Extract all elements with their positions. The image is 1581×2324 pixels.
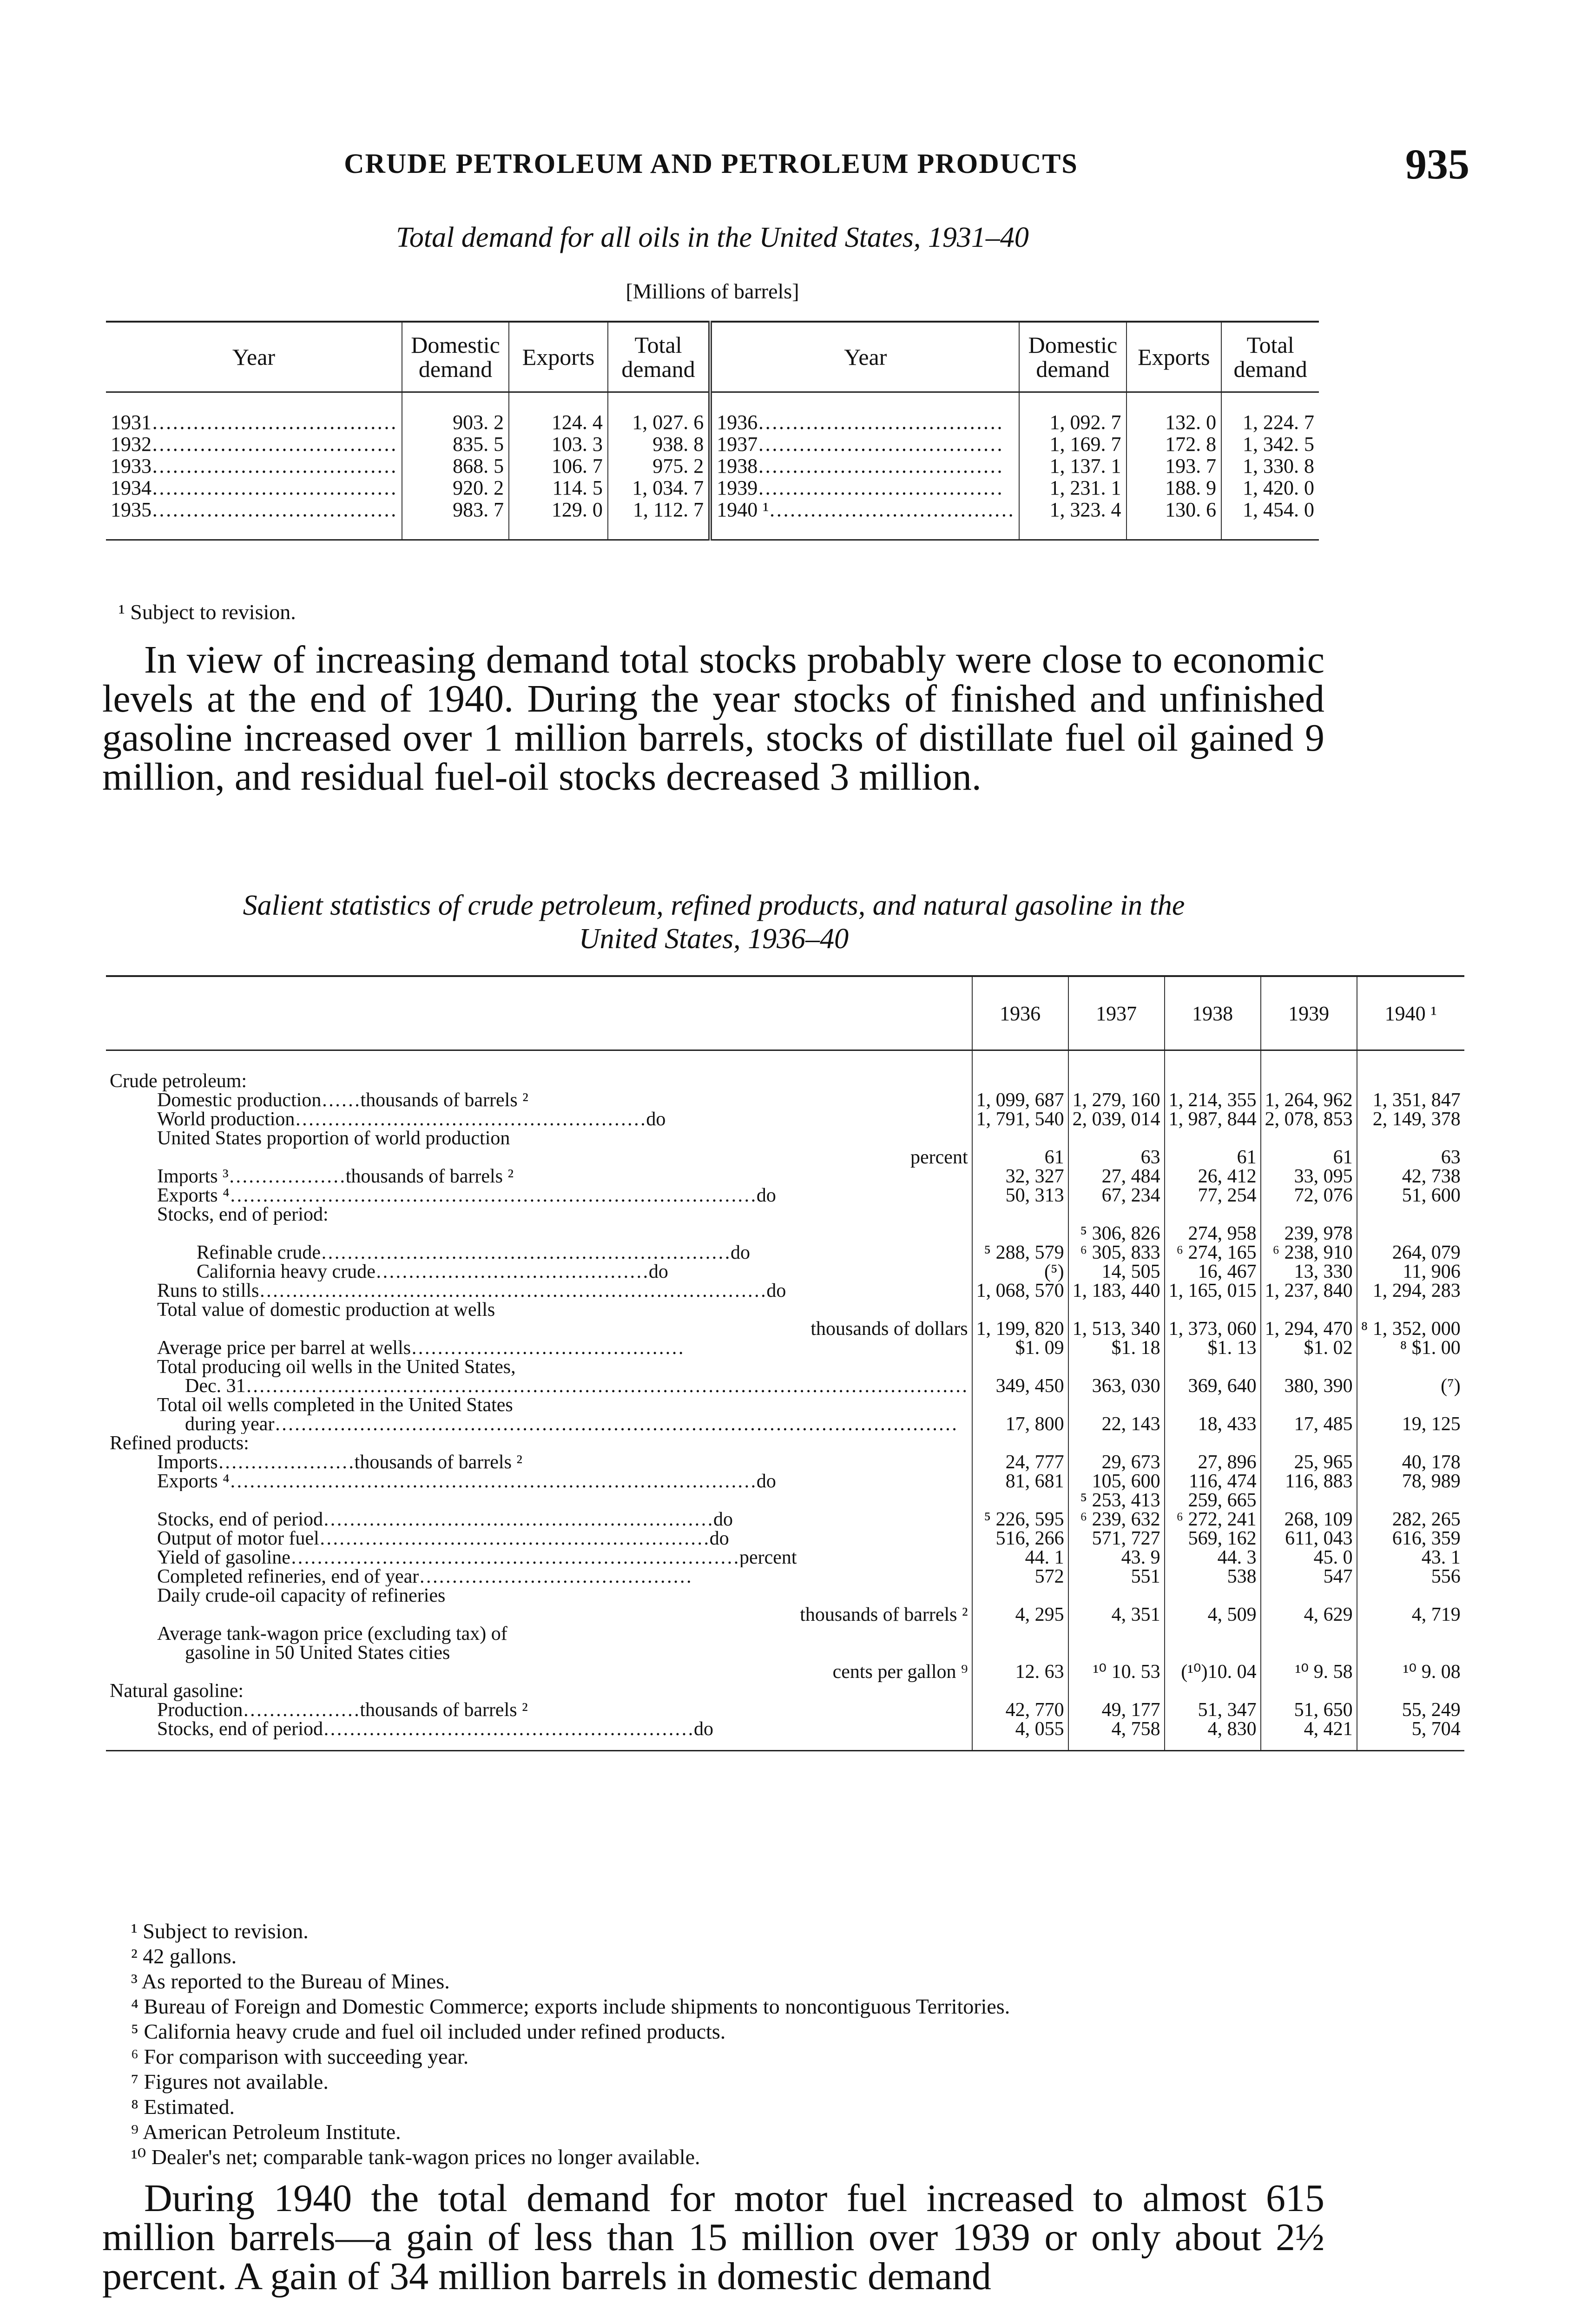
col-year: Year xyxy=(106,322,402,392)
value-cell: 1, 294, 283 xyxy=(1357,1281,1464,1301)
value-cell: 1, 169. 7 xyxy=(1019,433,1126,455)
value-cell: 1, 112. 7 xyxy=(608,499,710,540)
value-cell: $1. 13 xyxy=(1165,1339,1261,1358)
value-cell: 1, 330. 8 xyxy=(1221,455,1319,477)
col-year-2: Year xyxy=(710,322,1019,392)
row-label: California heavy crude……………………………………do xyxy=(197,1262,668,1281)
table-row xyxy=(106,1262,1464,1281)
value-cell: 72, 076 xyxy=(1261,1186,1357,1205)
row-label: Domestic production……thousands of barrels ² xyxy=(157,1091,528,1110)
row-label: Exports ⁴………………………………………………………………………do xyxy=(157,1472,776,1491)
paragraph: During 1940 the total demand for motor fuel increased to almost 615 million barrels—a gain of less than 15 million over 1939 or only about 2½ percent. A gain of 34 million barrels in domestic demand xyxy=(102,2177,1324,2298)
table-row xyxy=(106,392,1319,434)
value-cell: 129. 0 xyxy=(509,499,608,540)
value-cell: 124. 4 xyxy=(509,392,608,434)
value-cell: 17, 800 xyxy=(972,1396,1068,1434)
year-cell: 1940 ¹……………………………… xyxy=(710,499,1019,540)
caption-line: United States, 1936–40 xyxy=(579,923,849,955)
value-cell: 61 xyxy=(972,1129,1068,1167)
table-row xyxy=(106,1339,1464,1358)
year-cell: 1934……………………………… xyxy=(111,477,397,499)
footnote: ⁴ Bureau of Foreign and Domestic Commerce; exports include shipments to noncontiguous Territories. xyxy=(131,1994,1010,2018)
value-cell: 1, 513, 340 xyxy=(1068,1301,1165,1339)
table-row xyxy=(106,1091,1464,1110)
running-title: CRUDE PETROLEUM AND PETROLEUM PRODUCTS xyxy=(344,148,1078,179)
value-cell: 19, 125 xyxy=(1357,1396,1464,1434)
value-cell: 616, 359 xyxy=(1357,1529,1464,1548)
value-cell: 13, 330 xyxy=(1261,1262,1357,1281)
value-cell: $1. 02 xyxy=(1261,1339,1357,1358)
section-label: Refined products: xyxy=(110,1433,249,1454)
value-cell: 4, 719 xyxy=(1357,1586,1464,1624)
table-row xyxy=(106,1701,1464,1720)
demand-table-units: [Millions of barrels] xyxy=(626,279,799,303)
value-cell: 106. 7 xyxy=(509,455,608,477)
row-label: Stocks, end of period: xyxy=(157,1204,329,1225)
value-cell: 42, 770 xyxy=(972,1701,1068,1720)
value-cell: 2, 149, 378 xyxy=(1357,1110,1464,1129)
value-cell: 55, 249 xyxy=(1357,1701,1464,1720)
section-row xyxy=(106,1434,1464,1453)
stub-header xyxy=(106,976,972,1050)
value-cell: 1, 351, 847 xyxy=(1357,1091,1464,1110)
year-cell: 1932……………………………… xyxy=(111,433,397,455)
value-cell: 172. 8 xyxy=(1126,433,1222,455)
paragraph: In view of increasing demand total stocks probably were close to economic levels at the end of 1940. During the year stocks of finished and unfinished gasoline increased over 1 million barrels, stocks of distillate fuel oil gained 9 million, and residual fuel-oil stocks decreased 3 million. xyxy=(102,638,1324,799)
value-cell: 274, 958 ⁶ 274, 165 xyxy=(1165,1224,1261,1262)
value-cell: ⁸ 1, 352, 000 xyxy=(1357,1301,1464,1339)
value-cell: 1, 237, 840 xyxy=(1261,1281,1357,1301)
row-label: Daily crude-oil capacity of refineries thousands of barrels ² xyxy=(157,1585,968,1625)
table-row xyxy=(106,1205,1464,1224)
value-cell: 1, 214, 355 xyxy=(1165,1091,1261,1110)
year-cell: 1939……………………………… xyxy=(710,477,1019,499)
value-cell: 103. 3 xyxy=(509,433,608,455)
value-cell: 1, 342. 5 xyxy=(1221,433,1319,455)
value-cell: $1. 09 xyxy=(972,1339,1068,1358)
value-cell: 78, 989 xyxy=(1357,1472,1464,1491)
row-label: Stocks, end of period…………………………………………………do xyxy=(106,1720,972,1751)
value-cell: $1. 18 xyxy=(1068,1339,1165,1358)
row-label: Total value of domestic production at wells thousands of dollars xyxy=(157,1299,968,1340)
col-exports: Exports xyxy=(509,322,608,392)
value-cell: 14, 505 xyxy=(1068,1262,1165,1281)
value-cell: 105, 600 xyxy=(1068,1472,1165,1491)
value-cell: 4, 629 xyxy=(1261,1586,1357,1624)
value-cell: 77, 254 xyxy=(1165,1186,1261,1205)
footnote: ¹ Subject to revision. xyxy=(131,1919,309,1943)
value-cell: 44. 3 xyxy=(1165,1548,1261,1567)
value-cell: 1, 224. 7 xyxy=(1221,392,1319,434)
value-cell: 1, 987, 844 xyxy=(1165,1110,1261,1129)
value-cell: 4, 509 xyxy=(1165,1586,1261,1624)
value-cell: 45. 0 xyxy=(1261,1548,1357,1567)
table-row xyxy=(106,1186,1464,1205)
demand-table-footnote: ¹ Subject to revision. xyxy=(119,600,296,624)
table-row xyxy=(106,1624,1464,1682)
value-cell: 44. 1 xyxy=(972,1548,1068,1567)
row-label: Average tank-wagon price (excluding tax) of gasoline in 50 United States cities cents per gallon ⁹ xyxy=(157,1623,968,1683)
year-cell: 1935……………………………… xyxy=(106,499,402,540)
value-cell: 4, 055 xyxy=(972,1720,1068,1751)
value-cell: 26, 412 xyxy=(1165,1167,1261,1186)
col-1939: 1939 xyxy=(1261,976,1357,1050)
col-total-2: Total demand xyxy=(1221,322,1319,392)
value-cell: 259, 665 ⁶ 272, 241 xyxy=(1165,1491,1261,1529)
year-cell: 1931……………………………… xyxy=(111,411,397,433)
value-cell: 32, 327 xyxy=(972,1167,1068,1186)
table-row xyxy=(106,1167,1464,1186)
value-cell: ¹⁰ 10. 53 xyxy=(1068,1624,1165,1682)
value-cell: 116, 883 xyxy=(1261,1472,1357,1491)
value-cell: 81, 681 xyxy=(972,1472,1068,1491)
value-cell: ⁵ 253, 413 ⁶ 239, 632 xyxy=(1068,1491,1165,1529)
value-cell: (⁷) xyxy=(1357,1358,1464,1396)
value-cell: 49, 177 xyxy=(1068,1701,1165,1720)
section-row xyxy=(106,1050,1464,1091)
table-row xyxy=(106,1720,1464,1751)
table-row xyxy=(106,1110,1464,1129)
value-cell: 572 xyxy=(972,1567,1068,1586)
value-cell: 17, 485 xyxy=(1261,1396,1357,1434)
value-cell: 12. 63 xyxy=(972,1624,1068,1682)
value-cell: 1, 165, 015 xyxy=(1165,1281,1261,1301)
row-label: Exports ⁴………………………………………………………………………do xyxy=(157,1186,776,1205)
value-cell: 1, 027. 6 xyxy=(608,392,710,434)
value-cell: 938. 8 xyxy=(608,433,710,455)
value-cell: 1, 068, 570 xyxy=(972,1281,1068,1301)
year-cell: 1937……………………………… xyxy=(710,433,1019,455)
value-cell: 282, 265 xyxy=(1357,1491,1464,1529)
value-cell: (⁵) xyxy=(972,1262,1068,1281)
row-label: Total producing oil wells in the United States, Dec. 31………………………………………………………………………………………………… xyxy=(157,1356,968,1396)
row-label: Total oil wells completed in the United States during year…………………………………………………………………………………………… xyxy=(157,1394,958,1434)
col-1937: 1937 xyxy=(1068,976,1165,1050)
value-cell: 61 xyxy=(1261,1129,1357,1167)
value-cell: 1, 420. 0 xyxy=(1221,477,1319,499)
footnote: ⁶ For comparison with succeeding year. xyxy=(131,2045,469,2068)
value-cell: 51, 347 xyxy=(1165,1701,1261,1720)
value-cell: 25, 965 xyxy=(1261,1453,1357,1472)
year-cell: 1933……………………………… xyxy=(111,455,397,477)
value-cell: 63 xyxy=(1357,1129,1464,1167)
table-row xyxy=(106,1491,1464,1529)
value-cell: 1, 137. 1 xyxy=(1019,455,1126,477)
value-cell: 363, 030 xyxy=(1068,1358,1165,1396)
footnote: ⁸ Estimated. xyxy=(131,2095,235,2119)
footnote: ⁹ American Petroleum Institute. xyxy=(131,2120,401,2144)
value-cell: 1, 294, 470 xyxy=(1261,1301,1357,1339)
table-row xyxy=(106,1129,1464,1167)
value-cell: 920. 2 xyxy=(402,477,509,499)
section-label: Natural gasoline: xyxy=(110,1680,244,1702)
value-cell: 903. 2 xyxy=(402,392,509,434)
value-cell: 16, 467 xyxy=(1165,1262,1261,1281)
value-cell: 1, 199, 820 xyxy=(972,1301,1068,1339)
value-cell: 2, 039, 014 xyxy=(1068,1110,1165,1129)
value-cell: 975. 2 xyxy=(608,455,710,477)
value-cell: 264, 079 xyxy=(1357,1224,1464,1262)
value-cell: 1, 323. 4 xyxy=(1019,499,1126,540)
value-cell: 63 xyxy=(1068,1129,1165,1167)
value-cell: 27, 896 xyxy=(1165,1453,1261,1472)
table-row xyxy=(106,1396,1464,1434)
value-cell: 268, 109 xyxy=(1261,1491,1357,1529)
table-row xyxy=(106,1567,1464,1586)
value-cell: 239, 978 ⁶ 238, 910 xyxy=(1261,1224,1357,1262)
value-cell: 188. 9 xyxy=(1126,477,1222,499)
caption-line: Salient statistics of crude petroleum, refined products, and natural gasoline in the xyxy=(243,890,1185,921)
value-cell: 51, 600 xyxy=(1357,1186,1464,1205)
value-cell: 1, 092. 7 xyxy=(1019,392,1126,434)
value-cell: 2, 078, 853 xyxy=(1261,1110,1357,1129)
row-label: United States proportion of world production percent xyxy=(157,1128,968,1168)
salient-footnotes xyxy=(131,1919,1339,2170)
table-row xyxy=(106,1453,1464,1472)
value-cell: 571, 727 xyxy=(1068,1529,1165,1548)
footnote: ² 42 gallons. xyxy=(131,1944,237,1968)
value-cell: 349, 450 xyxy=(972,1358,1068,1396)
value-cell: 22, 143 xyxy=(1068,1396,1165,1434)
row-label: Yield of gasoline……………………………………………………………percent xyxy=(157,1548,797,1567)
value-cell: 27, 484 xyxy=(1068,1167,1165,1186)
col-domestic: Domestic demand xyxy=(402,322,509,392)
value-cell: 369, 640 xyxy=(1165,1358,1261,1396)
table-row xyxy=(106,499,1319,540)
value-cell: 130. 6 xyxy=(1126,499,1222,540)
table-row xyxy=(106,455,1319,477)
value-cell: ¹⁰ 9. 58 xyxy=(1261,1624,1357,1682)
col-domestic-2: Domestic demand xyxy=(1019,322,1126,392)
value-cell: 18, 433 xyxy=(1165,1396,1261,1434)
value-cell: 116, 474 xyxy=(1165,1472,1261,1491)
value-cell: 43. 9 xyxy=(1068,1548,1165,1567)
value-cell: 611, 043 xyxy=(1261,1529,1357,1548)
footnote: ¹⁰ Dealer's net; comparable tank-wagon prices no longer available. xyxy=(131,2145,700,2169)
value-cell: (¹⁰)10. 04 xyxy=(1165,1624,1261,1682)
table-row xyxy=(106,1472,1464,1491)
salient-table xyxy=(106,975,1464,1751)
row-label: Completed refineries, end of year…………………………………… xyxy=(157,1567,692,1586)
running-head xyxy=(106,139,1469,191)
table-row xyxy=(106,1529,1464,1548)
value-cell: 835. 5 xyxy=(402,433,509,455)
row-label: Output of motor fuel……………………………………………………do xyxy=(157,1529,729,1548)
value-cell: 983. 7 xyxy=(402,499,509,540)
value-cell: 4, 421 xyxy=(1261,1720,1357,1751)
value-cell: 61 xyxy=(1165,1129,1261,1167)
value-cell: 4, 351 xyxy=(1068,1586,1165,1624)
row-label: Runs to stills……………………………………………………………………do xyxy=(157,1281,786,1301)
value-cell: 547 xyxy=(1261,1567,1357,1586)
value-cell: 4, 295 xyxy=(972,1586,1068,1624)
footnote: ³ As reported to the Bureau of Mines. xyxy=(131,1969,450,1993)
demand-table-caption: Total demand for all oils in the United States, 1931–40 xyxy=(396,222,1029,253)
value-cell: 1, 279, 160 xyxy=(1068,1091,1165,1110)
value-cell: ¹⁰ 9. 08 xyxy=(1357,1624,1464,1682)
value-cell: ⁵ 288, 579 xyxy=(972,1224,1068,1262)
value-cell: 24, 777 xyxy=(972,1453,1068,1472)
value-cell: 4, 830 xyxy=(1165,1720,1261,1751)
section-label: Crude petroleum: xyxy=(110,1070,247,1092)
value-cell: 516, 266 xyxy=(972,1529,1068,1548)
value-cell: 5, 704 xyxy=(1357,1720,1464,1751)
value-cell: 1, 454. 0 xyxy=(1221,499,1319,540)
value-cell: 29, 673 xyxy=(1068,1453,1165,1472)
col-total: Total demand xyxy=(608,322,710,392)
value-cell: 1, 264, 962 xyxy=(1261,1091,1357,1110)
row-label: Imports ³………………thousands of barrels ² xyxy=(157,1167,514,1186)
value-cell: 40, 178 xyxy=(1357,1453,1464,1472)
value-cell: 43. 1 xyxy=(1357,1548,1464,1567)
table-row xyxy=(106,1281,1464,1301)
table-row xyxy=(106,1358,1464,1396)
value-cell: 67, 234 xyxy=(1068,1186,1165,1205)
value-cell: 42, 738 xyxy=(1357,1167,1464,1186)
col-1940: 1940 ¹ xyxy=(1357,976,1464,1050)
value-cell: 380, 390 xyxy=(1261,1358,1357,1396)
value-cell: 1, 034. 7 xyxy=(608,477,710,499)
section-row xyxy=(106,1682,1464,1701)
value-cell: ⁵ 226, 595 xyxy=(972,1491,1068,1529)
year-cell: 1936……………………………… xyxy=(710,392,1019,434)
value-cell: 1, 231. 1 xyxy=(1019,477,1126,499)
col-1936: 1936 xyxy=(972,976,1068,1050)
row-label: World production………………………………………………do xyxy=(157,1110,666,1129)
table-row xyxy=(106,1301,1464,1339)
value-cell: 33, 095 xyxy=(1261,1167,1357,1186)
value-cell: 556 xyxy=(1357,1567,1464,1586)
year-cell: 1938……………………………… xyxy=(710,455,1019,477)
row-label: Imports…………………thousands of barrels ² xyxy=(157,1453,523,1472)
page-number: 935 xyxy=(1405,140,1469,188)
footnote: ⁵ California heavy crude and fuel oil included under refined products. xyxy=(131,2020,726,2043)
value-cell: 538 xyxy=(1165,1567,1261,1586)
footnote: ⁷ Figures not available. xyxy=(131,2070,329,2093)
value-cell: 193. 7 xyxy=(1126,455,1222,477)
value-cell: 11, 906 xyxy=(1357,1262,1464,1281)
demand-table xyxy=(106,321,1319,541)
value-cell: 51, 650 xyxy=(1261,1701,1357,1720)
value-cell: 569, 162 xyxy=(1165,1529,1261,1548)
col-exports-2: Exports xyxy=(1126,322,1222,392)
value-cell: 132. 0 xyxy=(1126,392,1222,434)
value-cell: 551 xyxy=(1068,1567,1165,1586)
row-label: Production………………thousands of barrels ² xyxy=(157,1701,528,1720)
value-cell: 1, 183, 440 xyxy=(1068,1281,1165,1301)
value-cell: 868. 5 xyxy=(402,455,509,477)
salient-table-caption xyxy=(106,889,1322,956)
row-label: Refinable crude………………………………………………………do xyxy=(197,1242,751,1262)
table-row xyxy=(106,477,1319,499)
value-cell: 114. 5 xyxy=(509,477,608,499)
value-cell: ⁸ $1. 00 xyxy=(1357,1339,1464,1358)
value-cell: ⁵ 306, 826 ⁶ 305, 833 xyxy=(1068,1224,1165,1262)
row-label: Stocks, end of period……………………………………………………do xyxy=(157,1509,733,1529)
value-cell: 4, 758 xyxy=(1068,1720,1165,1751)
value-cell: 1, 791, 540 xyxy=(972,1110,1068,1129)
table-row xyxy=(106,433,1319,455)
value-cell: 1, 099, 687 xyxy=(972,1091,1068,1110)
table-row xyxy=(106,1548,1464,1567)
row-label: Average price per barrel at wells…………………………………… xyxy=(157,1339,685,1358)
table-row xyxy=(106,1224,1464,1262)
value-cell: 50, 313 xyxy=(972,1186,1068,1205)
col-1938: 1938 xyxy=(1165,976,1261,1050)
value-cell: 1, 373, 060 xyxy=(1165,1301,1261,1339)
table-row xyxy=(106,1586,1464,1624)
